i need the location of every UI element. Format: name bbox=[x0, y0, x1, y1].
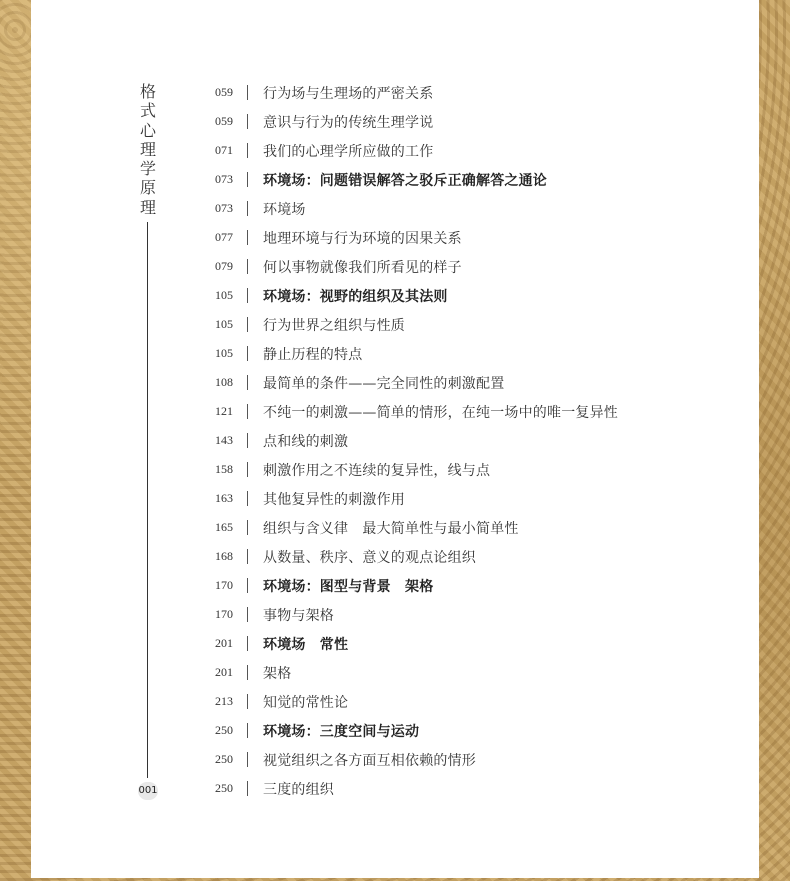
toc-title: 环境场：三度空间与运动 bbox=[263, 723, 420, 740]
toc-title: 视觉组织之各方面互相依赖的情形 bbox=[263, 752, 476, 769]
toc-separator bbox=[247, 375, 248, 390]
toc-page-number: 170 bbox=[215, 578, 233, 592]
toc-title: 点和线的刺激 bbox=[263, 433, 349, 450]
toc-separator bbox=[247, 723, 248, 738]
toc-title: 环境场 bbox=[263, 201, 306, 218]
toc-title: 意识与行为的传统生理学说 bbox=[263, 114, 434, 131]
toc-entry bbox=[211, 194, 751, 223]
toc-separator bbox=[247, 520, 248, 535]
toc-entry bbox=[211, 397, 751, 426]
book-title-vertical: 格式心理学原理 bbox=[139, 82, 156, 217]
toc-entry bbox=[211, 542, 751, 571]
toc-title: 何以事物就像我们所看见的样子 bbox=[263, 259, 462, 276]
toc-page-number: 158 bbox=[215, 462, 233, 476]
toc-page-number: 250 bbox=[215, 752, 233, 766]
toc-title: 地理环境与行为环境的因果关系 bbox=[263, 230, 462, 247]
toc-page-number: 071 bbox=[215, 143, 233, 157]
toc-page-number: 250 bbox=[215, 781, 233, 795]
toc-entry bbox=[211, 78, 751, 107]
toc-separator bbox=[247, 665, 248, 680]
toc-separator bbox=[247, 288, 248, 303]
toc-separator bbox=[247, 404, 248, 419]
toc-section-heading bbox=[211, 571, 751, 600]
toc-page-number: 213 bbox=[215, 694, 233, 708]
toc-page-number: 201 bbox=[215, 636, 233, 650]
toc-title: 环境场：图型与背景 架格 bbox=[263, 578, 434, 595]
toc-separator bbox=[247, 694, 248, 709]
toc-title: 事物与架格 bbox=[263, 607, 334, 624]
toc-page-number: 073 bbox=[215, 172, 233, 186]
toc-title: 行为世界之组织与性质 bbox=[263, 317, 405, 334]
toc-title: 架格 bbox=[263, 665, 292, 682]
toc-entry bbox=[211, 252, 751, 281]
toc-separator bbox=[247, 143, 248, 158]
toc-page-number: 079 bbox=[215, 259, 233, 273]
toc-page-number: 170 bbox=[215, 607, 233, 621]
toc-page-number: 105 bbox=[215, 346, 233, 360]
toc-title: 三度的组织 bbox=[263, 781, 334, 798]
toc-page-number: 073 bbox=[215, 201, 233, 215]
toc-page-number: 168 bbox=[215, 549, 233, 563]
toc-separator bbox=[247, 636, 248, 651]
toc-title: 刺激作用之不连续的复异性，线与点 bbox=[263, 462, 491, 479]
toc-page-number: 105 bbox=[215, 317, 233, 331]
toc-title: 环境场：视野的组织及其法则 bbox=[263, 288, 448, 305]
toc-separator bbox=[247, 462, 248, 477]
toc-entry bbox=[211, 774, 751, 803]
toc-title: 环境场：问题错误解答之驳斥正确解答之通论 bbox=[263, 172, 547, 189]
toc-entry bbox=[211, 745, 751, 774]
toc-separator bbox=[247, 781, 248, 796]
toc-entry bbox=[211, 600, 751, 629]
toc-entry bbox=[211, 339, 751, 368]
toc-title: 环境场 常性 bbox=[263, 636, 349, 653]
toc-title: 我们的心理学所应做的工作 bbox=[263, 143, 434, 160]
toc-title: 不纯一的刺激——简单的情形，在纯一场中的唯一复异性 bbox=[263, 404, 618, 421]
toc-page-number: 077 bbox=[215, 230, 233, 244]
toc-section-heading bbox=[211, 716, 751, 745]
toc-page-number: 163 bbox=[215, 491, 233, 505]
toc-title: 知觉的常性论 bbox=[263, 694, 349, 711]
toc-separator bbox=[247, 230, 248, 245]
toc-title: 行为场与生理场的严密关系 bbox=[263, 85, 434, 102]
toc-page-number: 108 bbox=[215, 375, 233, 389]
toc-page-number: 201 bbox=[215, 665, 233, 679]
toc-page-number: 121 bbox=[215, 404, 233, 418]
toc-entry bbox=[211, 107, 751, 136]
page-number-badge: 001 bbox=[138, 782, 158, 800]
toc-section-heading bbox=[211, 629, 751, 658]
toc-entry bbox=[211, 658, 751, 687]
toc-page-number: 105 bbox=[215, 288, 233, 302]
toc-entry bbox=[211, 426, 751, 455]
toc-separator bbox=[247, 752, 248, 767]
toc-page-number: 059 bbox=[215, 85, 233, 99]
toc-entry bbox=[211, 484, 751, 513]
toc-separator bbox=[247, 85, 248, 100]
toc-entry bbox=[211, 368, 751, 397]
toc-separator bbox=[247, 346, 248, 361]
toc-separator bbox=[247, 201, 248, 216]
toc-title: 其他复异性的刺激作用 bbox=[263, 491, 405, 508]
toc-entry bbox=[211, 223, 751, 252]
toc-separator bbox=[247, 114, 248, 129]
book-page bbox=[31, 0, 759, 878]
toc-title: 组织与含义律 最大简单性与最小简单性 bbox=[263, 520, 519, 537]
toc-separator bbox=[247, 491, 248, 506]
toc-page-number: 165 bbox=[215, 520, 233, 534]
toc-separator bbox=[247, 578, 248, 593]
toc-section-heading bbox=[211, 165, 751, 194]
toc-separator bbox=[247, 259, 248, 274]
toc-separator bbox=[247, 549, 248, 564]
toc-entry bbox=[211, 513, 751, 542]
toc-page-number: 250 bbox=[215, 723, 233, 737]
toc-entry bbox=[211, 310, 751, 339]
vertical-rule bbox=[147, 222, 148, 778]
toc-entry bbox=[211, 136, 751, 165]
toc-separator bbox=[247, 172, 248, 187]
toc-section-heading bbox=[211, 281, 751, 310]
toc-entry bbox=[211, 455, 751, 484]
toc-title: 静止历程的特点 bbox=[263, 346, 363, 363]
toc-page-number: 059 bbox=[215, 114, 233, 128]
toc-entry bbox=[211, 687, 751, 716]
toc-page-number: 143 bbox=[215, 433, 233, 447]
toc-separator bbox=[247, 317, 248, 332]
table-of-contents bbox=[211, 78, 751, 803]
toc-title: 最简单的条件——完全同性的刺激配置 bbox=[263, 375, 505, 392]
toc-separator bbox=[247, 607, 248, 622]
toc-separator bbox=[247, 433, 248, 448]
toc-title: 从数量、秩序、意义的观点论组织 bbox=[263, 549, 476, 566]
